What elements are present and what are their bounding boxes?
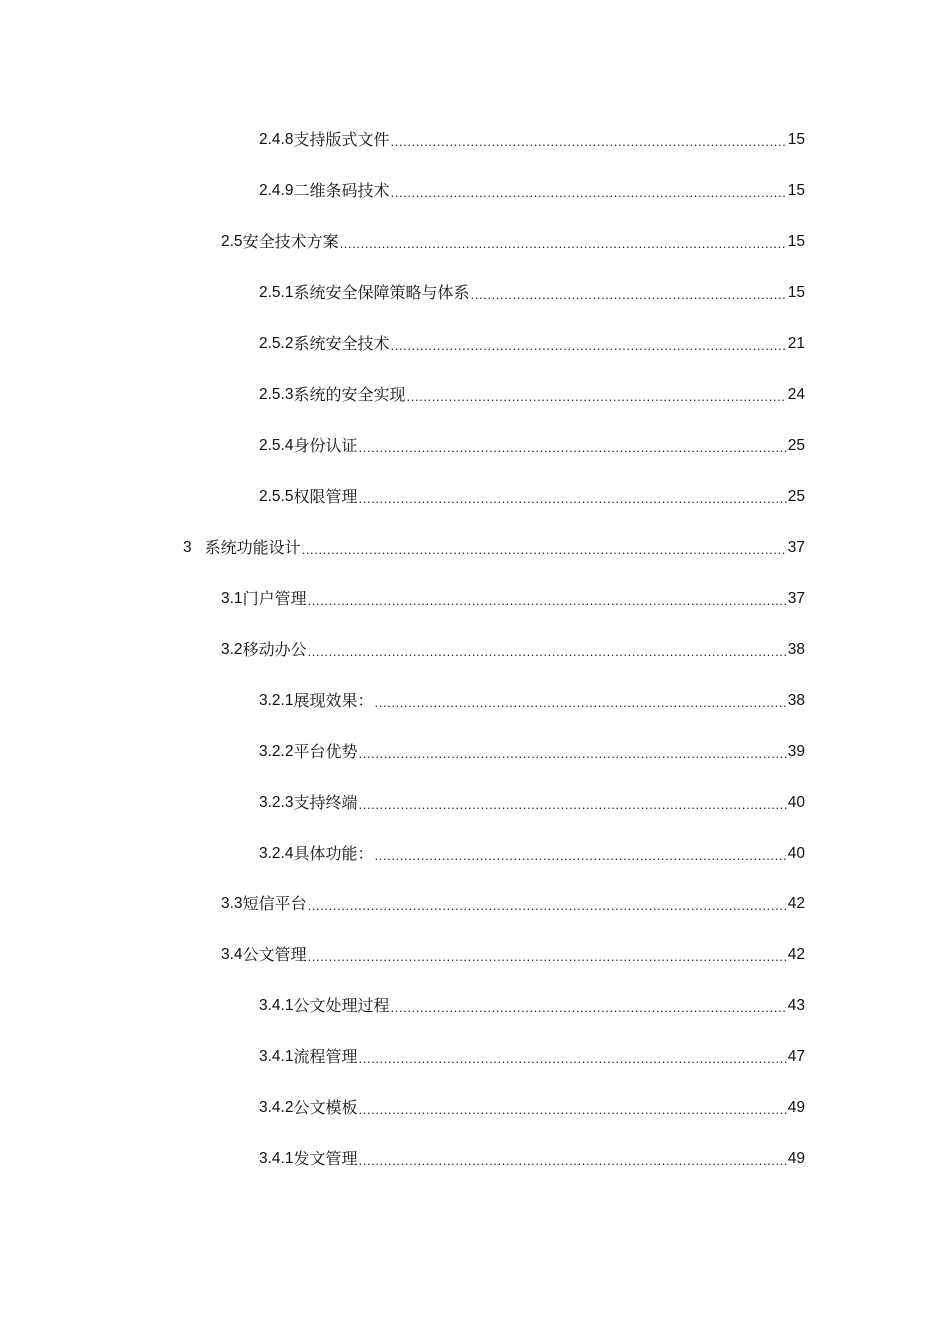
- toc-entry-number: 3.2.4: [259, 845, 294, 862]
- toc-dot-leader: [308, 944, 787, 970]
- toc-entry-title: 安全技术方案: [242, 232, 339, 251]
- toc-entry-title: 系统安全保障策略与体系: [293, 283, 470, 302]
- toc-entry-number: 3.4.1: [259, 997, 294, 1014]
- toc-entry[interactable]: [259, 178, 805, 204]
- toc-entry-title: 公文模板: [293, 1098, 358, 1117]
- toc-entry-title: 系统功能设计: [204, 538, 301, 557]
- toc-entry[interactable]: [221, 891, 805, 917]
- toc-entry-title: 具体功能：: [293, 844, 374, 863]
- toc-entry-page: 42: [787, 946, 805, 963]
- toc-entry[interactable]: [259, 1146, 805, 1172]
- toc-entry-title: 发文管理: [293, 1149, 358, 1168]
- toc-entry-number: 2.5: [221, 233, 243, 250]
- toc-entry-number: 3.1: [221, 590, 243, 607]
- toc-entry-page: 40: [787, 794, 805, 811]
- toc-dot-leader: [391, 180, 787, 206]
- toc-entry-title: 移动办公: [242, 640, 307, 659]
- toc-entry-page: 25: [787, 437, 805, 454]
- toc-dot-leader: [340, 231, 787, 257]
- toc-entry[interactable]: [221, 637, 805, 663]
- toc-entry[interactable]: [259, 433, 805, 459]
- toc-entry-title: 二维条码技术: [293, 181, 390, 200]
- toc-dot-leader: [302, 537, 787, 563]
- toc-entry-title: 支持终端: [293, 793, 358, 812]
- toc-entry-number: 2.4.9: [259, 182, 294, 199]
- toc-entry-page: 49: [787, 1150, 805, 1167]
- toc-dot-leader: [391, 129, 787, 155]
- toc-entry[interactable]: [221, 586, 805, 612]
- toc-entry-number: 2.5.4: [259, 437, 294, 454]
- toc-entry-number: 3.2.1: [259, 692, 294, 709]
- toc-entry[interactable]: [221, 229, 805, 255]
- toc-entry-number: 3.4.1: [259, 1048, 294, 1065]
- toc-entry-title: 公文管理: [242, 945, 307, 964]
- toc-entry-page: 15: [787, 131, 805, 148]
- toc-entry[interactable]: [183, 535, 805, 561]
- toc-entry-number: 2.5.2: [259, 335, 294, 352]
- toc-entry-page: 37: [787, 539, 805, 556]
- toc-dot-leader: [359, 1046, 787, 1072]
- toc-entry-title: 身份认证: [293, 436, 358, 455]
- toc-dot-leader: [359, 1097, 787, 1123]
- toc-entry-page: 38: [787, 641, 805, 658]
- toc-entry-page: 39: [787, 743, 805, 760]
- toc-entry[interactable]: [259, 739, 805, 765]
- toc-entry-number: 3.4.1: [259, 1150, 294, 1167]
- toc-entry-number: 2.5.5: [259, 488, 294, 505]
- toc-entry[interactable]: [259, 382, 805, 408]
- toc-entry-number: 3.2.2: [259, 743, 294, 760]
- toc-dot-leader: [407, 384, 787, 410]
- toc-entry-title: 支持版式文件: [293, 130, 390, 149]
- toc-entry-number: 3.2: [221, 641, 243, 658]
- toc-dot-leader: [308, 588, 787, 614]
- toc-entry-number: 2.5.3: [259, 386, 294, 403]
- toc-entry-title: 短信平台: [242, 894, 307, 913]
- toc-dot-leader: [391, 995, 787, 1021]
- toc-dot-leader: [391, 333, 787, 359]
- toc-entry[interactable]: [259, 331, 805, 357]
- toc-entry[interactable]: [259, 280, 805, 306]
- toc-entry[interactable]: [259, 484, 805, 510]
- toc-dot-leader: [375, 690, 787, 716]
- toc-entry-title: 平台优势: [293, 742, 358, 761]
- toc-entry-page: 42: [787, 895, 805, 912]
- toc-entry-page: 24: [787, 386, 805, 403]
- toc-entry[interactable]: [259, 841, 805, 867]
- toc-entry-page: 49: [787, 1099, 805, 1116]
- toc-entry[interactable]: [259, 1044, 805, 1070]
- toc-entry-number: 2.5.1: [259, 284, 294, 301]
- toc-entry-page: 15: [787, 182, 805, 199]
- toc-entry[interactable]: [259, 993, 805, 1019]
- toc-entry-number: 3.4: [221, 946, 243, 963]
- toc-entry-page: 38: [787, 692, 805, 709]
- toc-entry-page: 40: [787, 845, 805, 862]
- toc-entry-title: 系统安全技术: [293, 334, 390, 353]
- toc-dot-leader: [359, 792, 787, 818]
- toc-entry-page: 25: [787, 488, 805, 505]
- toc-entry-page: 21: [787, 335, 805, 352]
- toc-entry[interactable]: [259, 127, 805, 153]
- toc-entry-title: 流程管理: [293, 1047, 358, 1066]
- toc-entry-number: 3.4.2: [259, 1099, 294, 1116]
- toc-entry[interactable]: [259, 688, 805, 714]
- toc-entry-number: 3.3: [221, 895, 243, 912]
- toc-entry-page: 47: [787, 1048, 805, 1065]
- toc-dot-leader: [308, 639, 787, 665]
- toc-dot-leader: [375, 843, 787, 869]
- toc-dot-leader: [308, 893, 787, 919]
- toc-entry-title: 系统的安全实现: [293, 385, 406, 404]
- toc-entry-number: 3.2.3: [259, 794, 294, 811]
- toc-dot-leader: [359, 435, 787, 461]
- toc-entry-page: 43: [787, 997, 805, 1014]
- toc-entry-page: 15: [787, 233, 805, 250]
- toc-dot-leader: [359, 741, 787, 767]
- toc-dot-leader: [471, 282, 787, 308]
- toc-entry-title: 展现效果：: [293, 691, 374, 710]
- toc-entry-title: 公文处理过程: [293, 996, 390, 1015]
- toc-entry-page: 15: [787, 284, 805, 301]
- toc-entry-page: 37: [787, 590, 805, 607]
- toc-entry-number: 2.4.8: [259, 131, 294, 148]
- toc-entry-title: 门户管理: [242, 589, 307, 608]
- toc-entry[interactable]: [259, 1095, 805, 1121]
- toc-entry-title: 权限管理: [293, 487, 358, 506]
- toc-entry[interactable]: [221, 942, 805, 968]
- toc-dot-leader: [359, 1148, 787, 1174]
- toc-dot-leader: [359, 486, 787, 512]
- toc-entry-number: 3: [183, 539, 192, 556]
- toc-entry[interactable]: [259, 790, 805, 816]
